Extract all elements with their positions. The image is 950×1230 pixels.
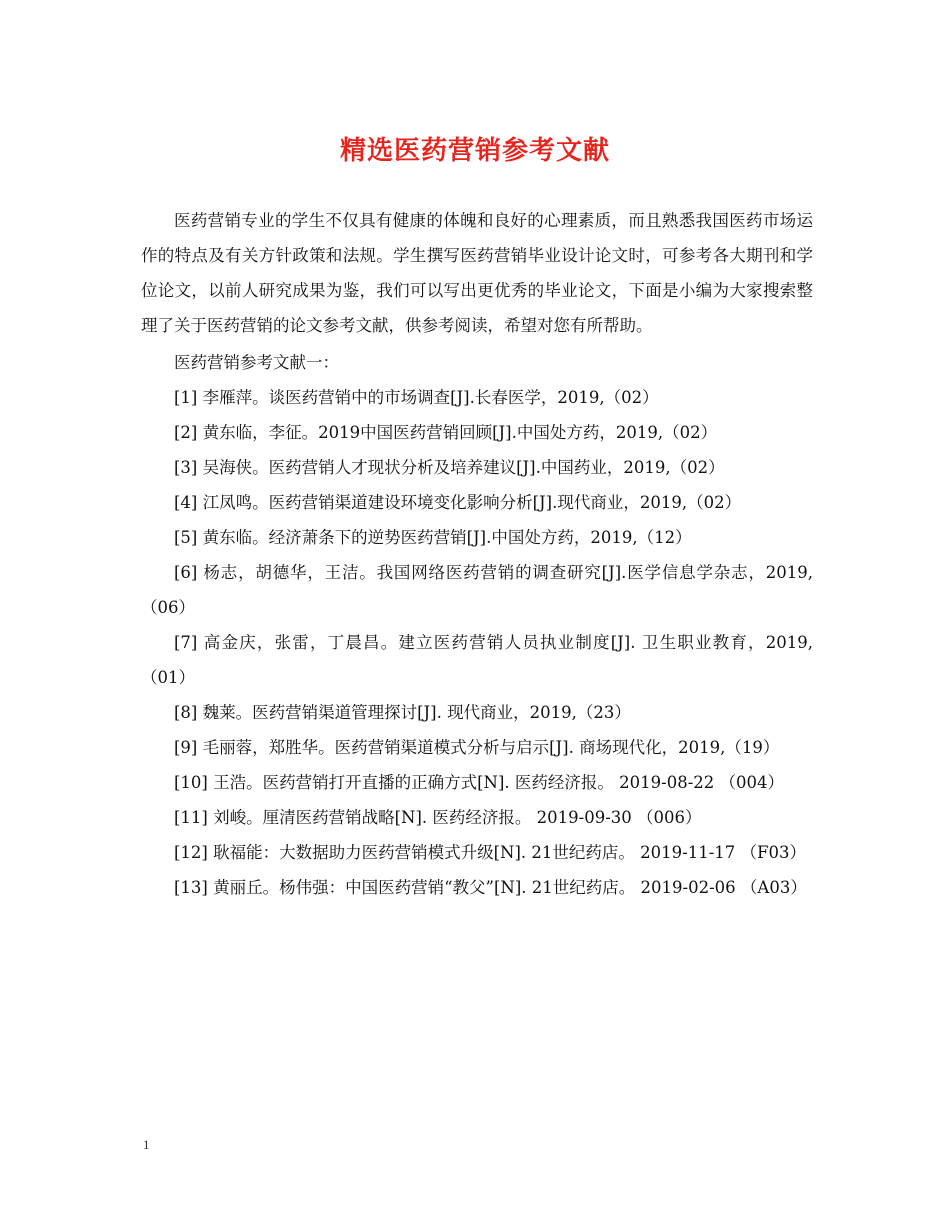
reference-item: [10] 王浩。医药营销打开直播的正确方式[N]. 医药经济报。 2019-08-22 （004） [174, 773, 785, 792]
reference-item: [13] 黄丽丘。杨伟强：中国医药营销“教父”[N]. 21世纪药店。 2019-02-06 （A03） [174, 878, 807, 897]
page-number: 1 [143, 1137, 150, 1152]
reference-item: [2] 黄东临，李征。2019中国医药营销回顾[J].中国处方药，2019,（02） [174, 423, 718, 442]
reference-item: [12] 耿福能：大数据助力医药营销模式升级[N]. 21世纪药店。 2019-11-17 （F03） [174, 843, 806, 862]
document-body [141, 203, 813, 905]
document-title: 精选医药营销参考文献 [339, 136, 610, 166]
reference-item: [8] 魏莱。医药营销渠道管理探讨[J]. 现代商业，2019,（23） [174, 703, 631, 722]
reference-item: [9] 毛丽蓉，郑胜华。医药营销渠道模式分析与启示[J]. 商场现代化，2019,（19） [174, 738, 780, 757]
section-heading: 医药营销参考文献一： [174, 353, 339, 372]
reference-item: [3] 吴海侠。医药营销人才现状分析及培养建议[J].中国药业，2019,（02） [174, 458, 725, 477]
reference-item: [11] 刘峻。厘清医药营销战略[N]. 医药经济报。 2019-09-30 （006） [174, 808, 702, 827]
reference-item: [5] 黄东临。经济萧条下的逆势医药营销[J].中国处方药，2019,（12） [174, 528, 692, 547]
intro-paragraph: 医药营销专业的学生不仅具有健康的体魄和良好的心理素质，而且熟悉我国医药市场运作的特点及有关方针政策和法规。学生撰写医药营销毕业设计论文时，可参考各大期刊和学位论文，以前人研究成果为鉴，我们可以写出更优秀的毕业论文，下面是小编为大家搜索整理了关于医药营销的论文参考文献，供参考阅读，希望对您有所帮助。 [141, 211, 813, 335]
reference-item: [6] 杨志，胡德华，王洁。我国网络医药营销的调查研究[J].医学信息学杂志，2019,（06） [141, 563, 813, 617]
reference-item: [4] 江凤鸣。医药营销渠道建设环境变化影响分析[J].现代商业，2019,（02） [174, 493, 742, 512]
reference-item: [1] 李雁萍。谈医药营销中的市场调查[J].长春医学，2019,（02） [174, 388, 659, 407]
reference-item: [7] 高金庆，张雷，丁晨昌。建立医药营销人员执业制度[J]. 卫生职业教育，2019,（01） [141, 633, 813, 687]
